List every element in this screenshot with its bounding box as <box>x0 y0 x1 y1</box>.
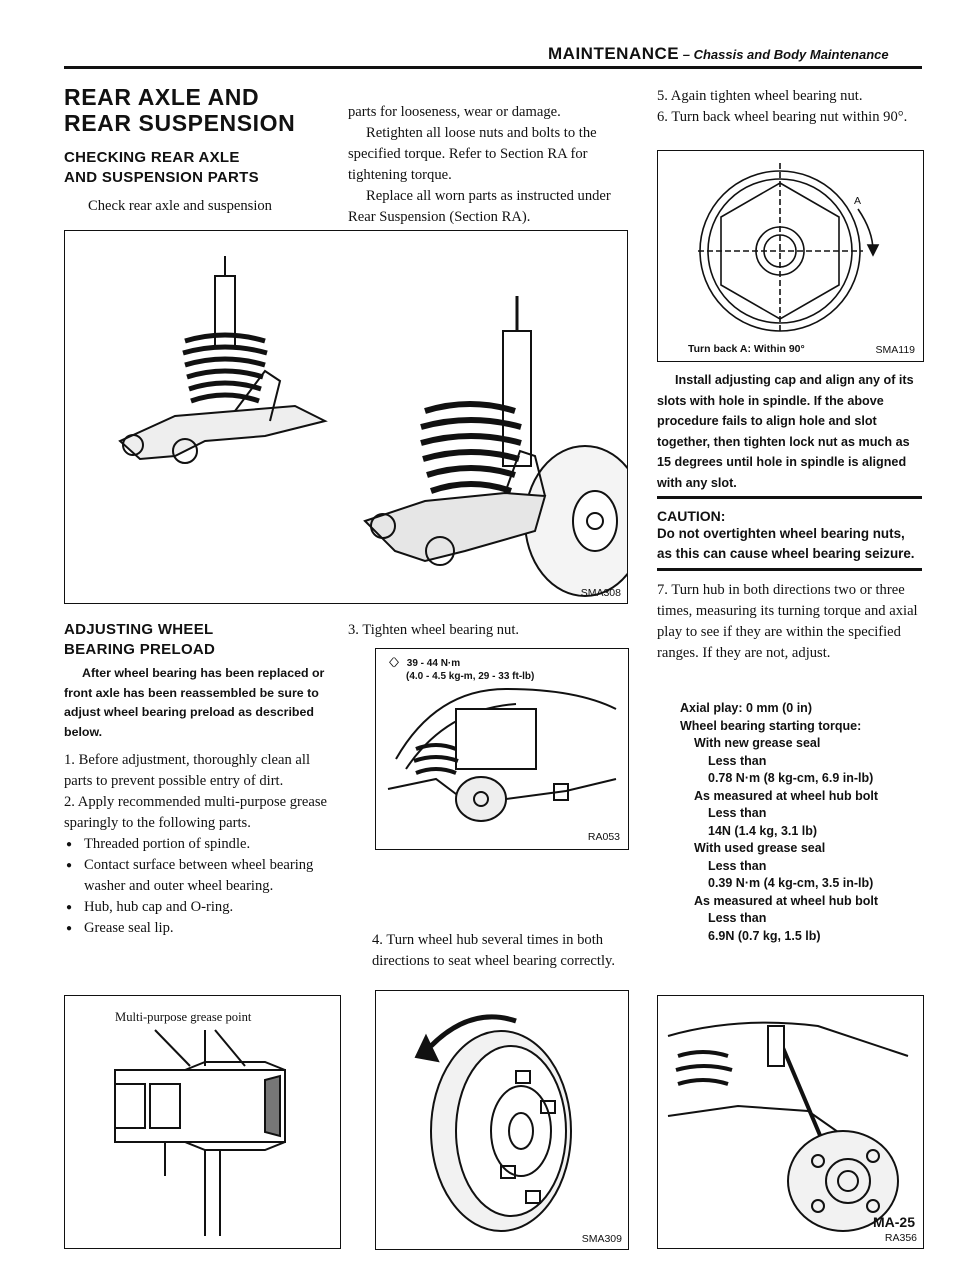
heading-line: AND SUSPENSION PARTS <box>64 169 259 186</box>
spec-new-seal: With new grease seal <box>694 736 821 750</box>
figure-code: SMA308 <box>580 587 621 599</box>
steps-5-6 <box>657 86 922 128</box>
heading-line: BEARING PRELOAD <box>64 641 216 658</box>
torque-measure-illustration <box>658 996 923 1248</box>
spec-value: 14N (1.4 kg, 3.1 lb) <box>708 823 818 838</box>
adjusting-intro: After wheel bearing has been replaced or front axle has been reassembled be sure to adjust wheel bearing preload as described below. <box>64 666 325 739</box>
figure-code: RA356 <box>884 1232 917 1244</box>
spec-value: 0.78 N·m (8 kg-cm, 6.9 in-lb) <box>708 771 874 785</box>
spec-less-than: Less than <box>708 753 767 768</box>
install-text: Install adjusting cap and align any of its slots with hole in spindle. If the above procedure fails to align hole and slot together, then tighten lock nut as much as 15 degrees until hole in spindle is aligned with any slot. <box>657 373 914 490</box>
check-text-cont <box>348 102 628 228</box>
step-1: 1. Before adjustment, thoroughly clean all parts to prevent possible entry of dirt. <box>64 752 310 789</box>
grease-parts-list <box>64 834 339 939</box>
header-subsection: – Chassis and Body Maintenance <box>679 47 889 62</box>
figure-code: RA053 <box>587 831 620 843</box>
figure-rear-suspension <box>64 230 628 604</box>
paragraph: parts for looseness, wear or damage. <box>348 104 561 120</box>
spec-less-than: Less than <box>708 911 767 925</box>
header-section: MAINTENANCE <box>548 44 680 63</box>
grease-label: Multi-purpose grease point <box>115 1010 252 1024</box>
heading-line: REAR SUSPENSION <box>64 110 296 136</box>
step-2: 2. Apply recommended multi-purpose grease sparingly to the following parts. <box>64 794 328 831</box>
torque-value-alt: (4.0 - 4.5 kg-m, 29 - 33 ft-lb) <box>406 671 535 682</box>
step-5: 5. Again tighten wheel bearing nut. <box>657 88 863 104</box>
step-7: 7. Turn hub in both directions two or three times, measuring its turning torque and axial play to see if they are within the specified ranges. If they are not, adjust. <box>657 582 918 661</box>
steps-left <box>64 750 339 939</box>
spec-measured: As measured at wheel hub bolt <box>694 788 879 803</box>
paragraph: Replace all worn parts as instructed under Rear Suspension (Section RA). <box>348 188 611 225</box>
spec-less-than: Less than <box>708 858 767 873</box>
spec-starting-torque: Wheel bearing starting torque: <box>680 718 862 733</box>
caution-title: CAUTION: <box>657 508 726 524</box>
heading-rear-axle <box>64 84 295 136</box>
spec-less-than: Less than <box>708 806 767 820</box>
caution-text: Do not overtighten wheel bearing nuts, as this can cause wheel bearing seizure. <box>657 526 915 561</box>
spec-list <box>680 700 925 945</box>
caution-rule-bottom <box>657 568 922 571</box>
torque-line-1 <box>384 657 534 670</box>
rear-suspension-illustration <box>65 231 627 603</box>
step-6: 6. Turn back wheel bearing nut within 90°. <box>657 109 908 125</box>
heading-adjusting <box>64 620 215 660</box>
page-number: MA-25 <box>872 1214 915 1230</box>
step-4: 4. Turn wheel hub several times in both directions to seat wheel bearing correctly. <box>372 932 615 969</box>
caution-rule-top <box>657 496 922 499</box>
header-rule <box>64 66 922 69</box>
hub-section-illustration <box>65 996 340 1248</box>
hub-rotation-illustration <box>376 991 628 1249</box>
list-item: ● Grease seal lip. <box>64 918 339 939</box>
torque-spec <box>384 657 534 683</box>
heading-line: ADJUSTING WHEEL <box>64 621 214 638</box>
page-header <box>548 44 889 64</box>
spec-used-seal: With used grease seal <box>694 841 826 855</box>
nut-rotation-illustration <box>658 151 923 361</box>
torque-value: 39 - 44 N·m <box>406 658 461 669</box>
figure-code: SMA119 <box>875 344 915 356</box>
step-3: 3. Tighten wheel bearing nut. <box>348 622 520 638</box>
figure-wheel-bearing-nut <box>375 648 629 850</box>
figure-code: SMA309 <box>581 1233 622 1245</box>
torque-icon: 〈〉 <box>384 658 404 669</box>
spec-value: 6.9N (0.7 kg, 1.5 lb) <box>708 928 821 943</box>
heading-line: REAR AXLE AND <box>64 84 260 110</box>
figure-torque-measure <box>657 995 924 1249</box>
heading-line: CHECKING REAR AXLE <box>64 149 240 166</box>
paragraph: Retighten all loose nuts and bolts to the specified torque. Refer to Section RA for tightening torque. <box>348 125 597 183</box>
figure-turn-back-nut <box>657 150 924 362</box>
list-item: ● Contact surface between wheel bearing washer and outer wheel bearing. <box>64 855 339 897</box>
caution-box <box>657 508 922 564</box>
figure-grease-points <box>64 995 341 1249</box>
spec-value: 0.39 N·m (4 kg-cm, 3.5 in-lb) <box>708 876 874 890</box>
list-item: ● Threaded portion of spindle. <box>64 834 339 855</box>
figure-caption: Turn back A: Within 90° <box>688 343 805 355</box>
spec-axial-play: Axial play: 0 mm (0 in) <box>680 701 812 715</box>
label-a: A <box>854 195 862 207</box>
heading-checking <box>64 148 259 188</box>
spec-measured: As measured at wheel hub bolt <box>694 893 879 908</box>
check-text-start: Check rear axle and suspension <box>88 198 272 214</box>
figure-turn-hub <box>375 990 629 1250</box>
list-item: ● Hub, hub cap and O-ring. <box>64 897 339 918</box>
